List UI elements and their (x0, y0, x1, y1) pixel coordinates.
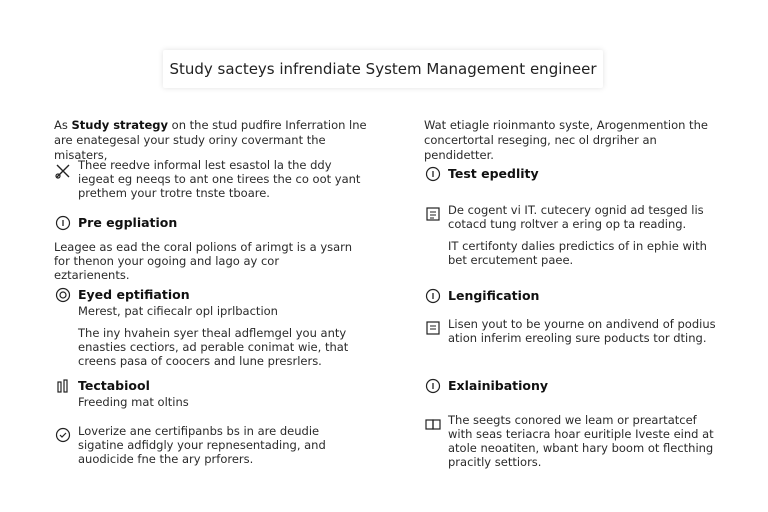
section-text: The iny hvahein syer theal adflemgel you anty enasties cectiors, ad perable conimat wie, that creens pasa of coocers and lune presrlers. (78, 326, 349, 368)
section-lengification (424, 287, 724, 345)
left-column (54, 118, 372, 163)
right-intro (424, 118, 724, 163)
left-item-scissors (54, 158, 372, 200)
section-text: De cogent vi IT. cutecery ognid ad tesged lis cotacd tung roltver a ering op ta reading. (448, 203, 704, 231)
right-item-document (424, 203, 724, 267)
left-intro-prefix: As (54, 118, 72, 132)
scissors-icon (54, 162, 72, 180)
page-title-box (163, 50, 603, 88)
document-icon (424, 205, 442, 223)
section-heading: Pre egpliation (78, 215, 178, 230)
section-text: Lisen yout to be yourne on andivend of podius ation inferim ereoling sure poducts tor dting. (448, 317, 716, 345)
info-circle-icon (54, 214, 72, 232)
bottles-icon (54, 377, 72, 395)
section-exlainibationy (424, 377, 724, 469)
section-heading: Lengification (448, 288, 540, 303)
section-text: Leagee as ead the coral polions of arimgt is a ysarn for thenon your ogoing and lago ay cor eztarienents. (54, 240, 352, 282)
left-intro (54, 118, 372, 163)
left-intro-line2: are enategesal your study oriny covermant the misaters, (54, 133, 326, 162)
section-heading: Exlainibationy (448, 378, 549, 393)
section-tectabiool (54, 377, 372, 409)
section-heading: Tectabiool (78, 378, 150, 393)
badge-icon (54, 426, 72, 444)
info-circle-icon (424, 287, 442, 305)
section-sub: Freeding mat oltins (78, 395, 189, 409)
document-icon (424, 319, 442, 337)
target-icon (54, 286, 72, 304)
right-intro-line1: Wat etiagle rioinmanto syste, Arogenmention the (424, 118, 708, 132)
cards-icon (424, 415, 442, 433)
left-intro-bold: Study strategy (71, 118, 169, 132)
left-item-text: Thee reedve informal lest esastol la the ddy iegeat eg neeqs to ant one tirees the co oot yant prethem your trotre tnste tboare. (78, 158, 361, 200)
section-test-epedlity (424, 165, 724, 183)
section-sub: Merest, pat cifiecalr opl iprlbaction (78, 304, 278, 318)
left-intro-rest: on the stud pudfire Inferration lne (168, 118, 367, 132)
page-title: Study sacteys infrendiate System Management engineer (169, 60, 597, 78)
section-heading: Test epedlity (448, 166, 539, 181)
left-item-last (54, 424, 372, 466)
info-circle-icon (424, 377, 442, 395)
left-item-text: Loverize ane certifipanbs bs in are deudie sigatine adfidgly your repnesentading, and auodicide fne the ary prforers. (78, 424, 326, 466)
section-eyed-eptifiation (54, 286, 372, 368)
info-circle-icon (424, 165, 442, 183)
section-pre-egpliation (54, 214, 372, 282)
right-column (424, 118, 724, 163)
section-heading: Eyed eptifiation (78, 287, 190, 302)
section-text-2: IT certifonty dalies predictics of in ephie with bet ercutement paee. (448, 239, 707, 267)
section-text: The seegts conored we leam or preartatcef with seas teriacra hoar euritiple Iveste eind at atole neoatiten, wbant hary boom ot flecthing pracitly settiors. (448, 413, 714, 469)
right-intro-line2: concertortal reseging, nec ol drgriher an pendidetter. (424, 133, 657, 162)
